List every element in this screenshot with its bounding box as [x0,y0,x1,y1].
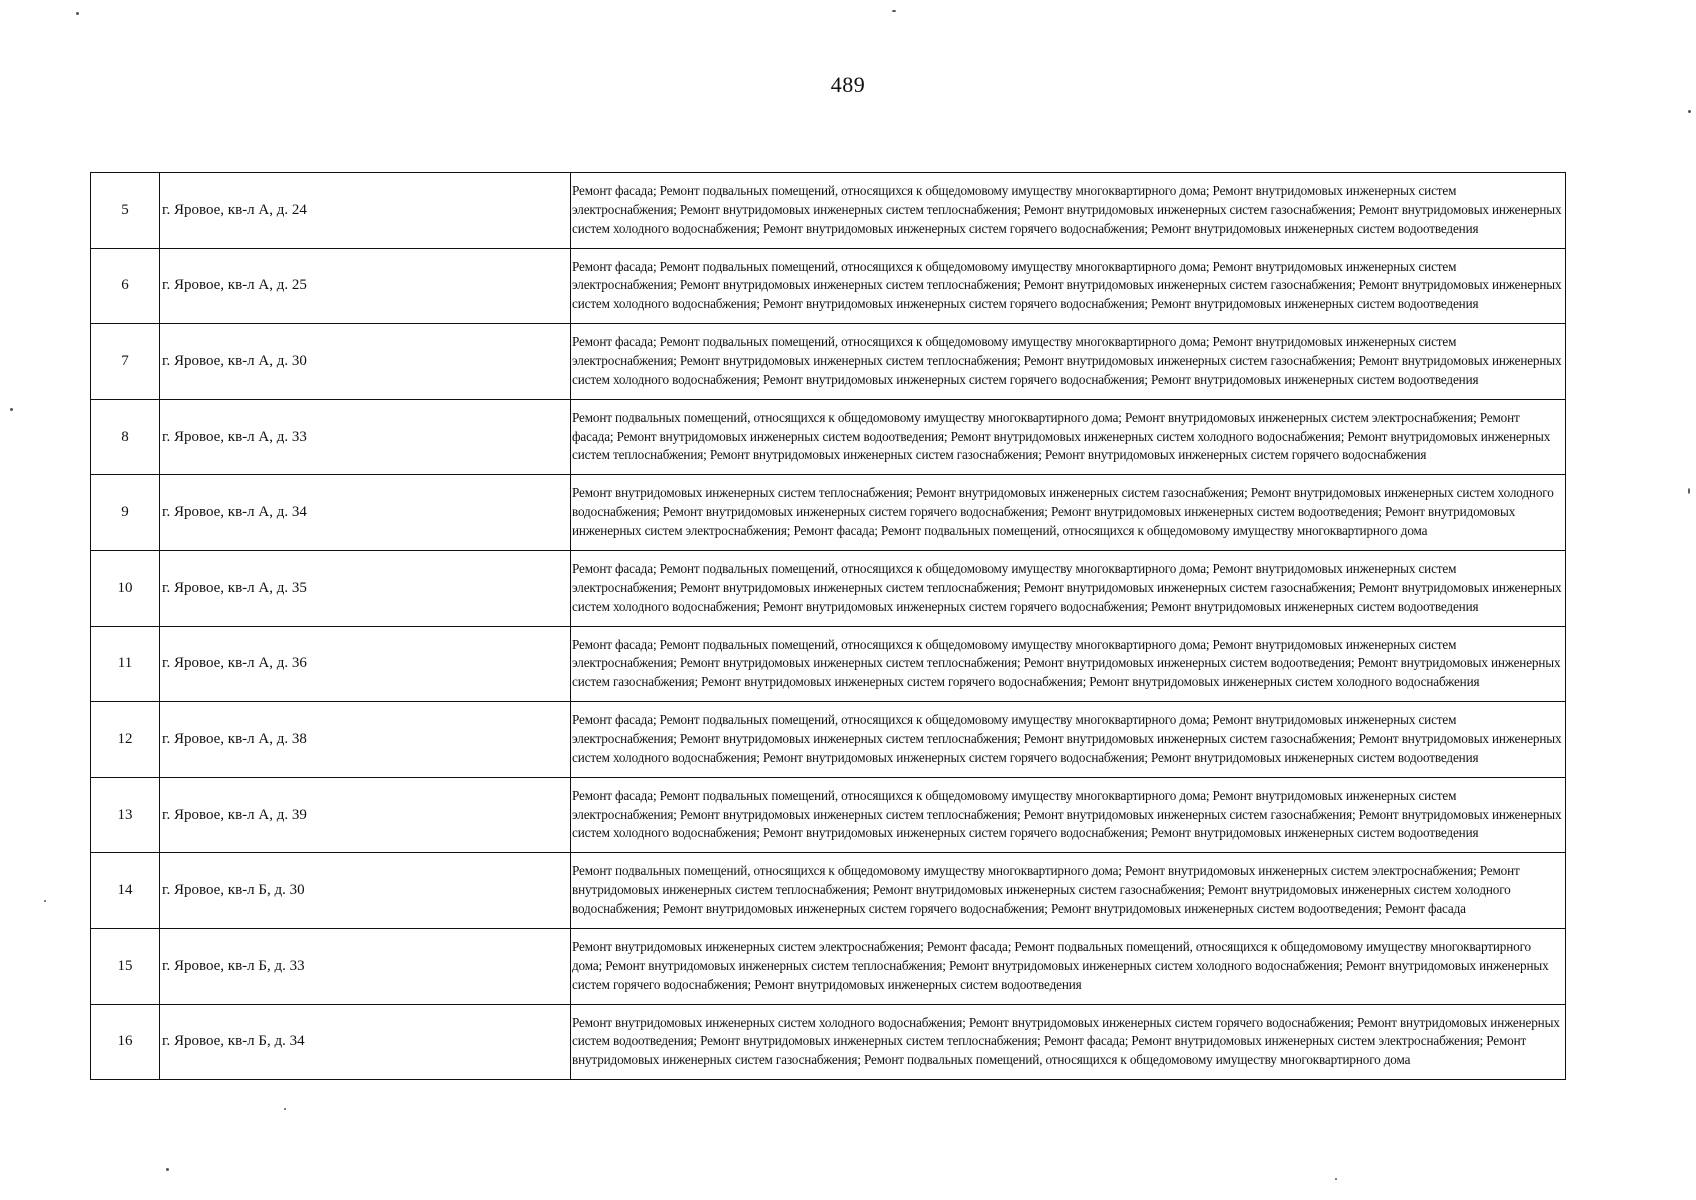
address-cell: г. Яровое, кв-л А, д. 25 [160,248,571,324]
row-number: 5 [91,173,160,249]
table-body [91,173,1566,1080]
works-cell: Ремонт фасада; Ремонт подвальных помещений, относящихся к общедомовому имуществу многоквартирного дома; Ремонт внутридомовых инженерных систем электроснабжения; Ремонт внутридомовых инженерных систем теплоснабжения; Ремонт внутридомовых инженерных систем газоснабжения; Ремонт внутридомовых инженерных систем холодного водоснабжения; Ремонт внутридомовых инженерных систем горячего водоснабжения; Ремонт внутридомовых инженерных систем водоотведения [571,777,1566,853]
address-cell: г. Яровое, кв-л А, д. 36 [160,626,571,702]
scan-speck [1688,110,1691,113]
scan-speck [1335,1178,1337,1180]
scan-speck [166,1168,169,1171]
row-number: 16 [91,1004,160,1080]
works-cell: Ремонт фасада; Ремонт подвальных помещений, относящихся к общедомовому имуществу многоквартирного дома; Ремонт внутридомовых инженерных систем электроснабжения; Ремонт внутридомовых инженерных систем теплоснабжения; Ремонт внутридомовых инженерных систем газоснабжения; Ремонт внутридомовых инженерных систем холодного водоснабжения; Ремонт внутридомовых инженерных систем горячего водоснабжения; Ремонт внутридомовых инженерных систем водоотведения [571,702,1566,778]
table-row [91,928,1566,1004]
table-row [91,777,1566,853]
table-row [91,853,1566,929]
table-row [91,626,1566,702]
works-cell: Ремонт внутридомовых инженерных систем электроснабжения; Ремонт фасада; Ремонт подвальных помещений, относящихся к общедомовому имуществу многоквартирного дома; Ремонт внутридомовых инженерных систем теплоснабжения; Ремонт внутридомовых инженерных систем холодного водоснабжения; Ремонт внутридомовых инженерных систем горячего водоснабжения; Ремонт внутридомовых инженерных систем водоотведения [571,928,1566,1004]
works-cell: Ремонт фасада; Ремонт подвальных помещений, относящихся к общедомовому имуществу многоквартирного дома; Ремонт внутридомовых инженерных систем электроснабжения; Ремонт внутридомовых инженерных систем теплоснабжения; Ремонт внутридомовых инженерных систем газоснабжения; Ремонт внутридомовых инженерных систем холодного водоснабжения; Ремонт внутридомовых инженерных систем горячего водоснабжения; Ремонт внутридомовых инженерных систем водоотведения [571,173,1566,249]
repair-works-table [90,172,1566,1080]
table-row [91,248,1566,324]
scan-speck [284,1108,286,1110]
row-number: 10 [91,550,160,626]
scan-speck [76,12,79,15]
address-cell: г. Яровое, кв-л Б, д. 30 [160,853,571,929]
address-cell: г. Яровое, кв-л А, д. 24 [160,173,571,249]
works-cell: Ремонт фасада; Ремонт подвальных помещений, относящихся к общедомовому имуществу многоквартирного дома; Ремонт внутридомовых инженерных систем электроснабжения; Ремонт внутридомовых инженерных систем теплоснабжения; Ремонт внутридомовых инженерных систем водоотведения; Ремонт внутридомовых инженерных систем газоснабжения; Ремонт внутридомовых инженерных систем горячего водоснабжения; Ремонт внутридомовых инженерных систем холодного водоснабжения [571,626,1566,702]
table-row [91,475,1566,551]
address-cell: г. Яровое, кв-л А, д. 30 [160,324,571,400]
row-number: 6 [91,248,160,324]
table-row [91,702,1566,778]
works-cell: Ремонт внутридомовых инженерных систем теплоснабжения; Ремонт внутридомовых инженерных систем газоснабжения; Ремонт внутридомовых инженерных систем холодного водоснабжения; Ремонт внутридомовых инженерных систем горячего водоснабжения; Ремонт внутридомовых инженерных систем водоотведения; Ремонт внутридомовых инженерных систем электроснабжения; Ремонт фасада; Ремонт подвальных помещений, относящихся к общедомовому имуществу многоквартирного дома [571,475,1566,551]
table-row [91,550,1566,626]
row-number: 13 [91,777,160,853]
row-number: 9 [91,475,160,551]
address-cell: г. Яровое, кв-л Б, д. 34 [160,1004,571,1080]
row-number: 15 [91,928,160,1004]
row-number: 11 [91,626,160,702]
scan-speck [1688,488,1690,494]
row-number: 7 [91,324,160,400]
address-cell: г. Яровое, кв-л А, д. 39 [160,777,571,853]
works-cell: Ремонт подвальных помещений, относящихся к общедомовому имуществу многоквартирного дома; Ремонт внутридомовых инженерных систем электроснабжения; Ремонт внутридомовых инженерных систем теплоснабжения; Ремонт внутридомовых инженерных систем газоснабжения; Ремонт внутридомовых инженерных систем холодного водоснабжения; Ремонт внутридомовых инженерных систем горячего водоснабжения; Ремонт внутридомовых инженерных систем водоотведения; Ремонт фасада [571,853,1566,929]
works-cell: Ремонт фасада; Ремонт подвальных помещений, относящихся к общедомовому имуществу многоквартирного дома; Ремонт внутридомовых инженерных систем электроснабжения; Ремонт внутридомовых инженерных систем теплоснабжения; Ремонт внутридомовых инженерных систем газоснабжения; Ремонт внутридомовых инженерных систем холодного водоснабжения; Ремонт внутридомовых инженерных систем горячего водоснабжения; Ремонт внутридомовых инженерных систем водоотведения [571,550,1566,626]
address-cell: г. Яровое, кв-л Б, д. 33 [160,928,571,1004]
scan-speck [44,900,46,902]
works-cell: Ремонт внутридомовых инженерных систем холодного водоснабжения; Ремонт внутридомовых инженерных систем горячего водоснабжения; Ремонт внутридомовых инженерных систем водоотведения; Ремонт внутридомовых инженерных систем теплоснабжения; Ремонт фасада; Ремонт внутридомовых инженерных систем электроснабжения; Ремонт внутридомовых инженерных систем газоснабжения; Ремонт подвальных помещений, относящихся к общедомовому имуществу многоквартирного дома [571,1004,1566,1080]
works-cell: Ремонт подвальных помещений, относящихся к общедомовому имуществу многоквартирного дома; Ремонт внутридомовых инженерных систем электроснабжения; Ремонт фасада; Ремонт внутридомовых инженерных систем водоотведения; Ремонт внутридомовых инженерных систем холодного водоснабжения; Ремонт внутридомовых инженерных систем теплоснабжения; Ремонт внутридомовых инженерных систем газоснабжения; Ремонт внутридомовых инженерных систем горячего водоснабжения [571,399,1566,475]
works-cell: Ремонт фасада; Ремонт подвальных помещений, относящихся к общедомовому имуществу многоквартирного дома; Ремонт внутридомовых инженерных систем электроснабжения; Ремонт внутридомовых инженерных систем теплоснабжения; Ремонт внутридомовых инженерных систем газоснабжения; Ремонт внутридомовых инженерных систем холодного водоснабжения; Ремонт внутридомовых инженерных систем горячего водоснабжения; Ремонт внутридомовых инженерных систем водоотведения [571,324,1566,400]
table-row [91,399,1566,475]
scan-speck [892,10,896,12]
page-number: 489 [830,72,866,97]
row-number: 12 [91,702,160,778]
row-number: 8 [91,399,160,475]
address-cell: г. Яровое, кв-л А, д. 38 [160,702,571,778]
address-cell: г. Яровое, кв-л А, д. 35 [160,550,571,626]
address-cell: г. Яровое, кв-л А, д. 33 [160,399,571,475]
row-number: 14 [91,853,160,929]
table-row [91,324,1566,400]
table-row [91,173,1566,249]
address-cell: г. Яровое, кв-л А, д. 34 [160,475,571,551]
works-cell: Ремонт фасада; Ремонт подвальных помещений, относящихся к общедомовому имуществу многоквартирного дома; Ремонт внутридомовых инженерных систем электроснабжения; Ремонт внутридомовых инженерных систем теплоснабжения; Ремонт внутридомовых инженерных систем газоснабжения; Ремонт внутридомовых инженерных систем холодного водоснабжения; Ремонт внутридомовых инженерных систем горячего водоснабжения; Ремонт внутридомовых инженерных систем водоотведения [571,248,1566,324]
table-row [91,1004,1566,1080]
scan-speck [10,408,13,411]
